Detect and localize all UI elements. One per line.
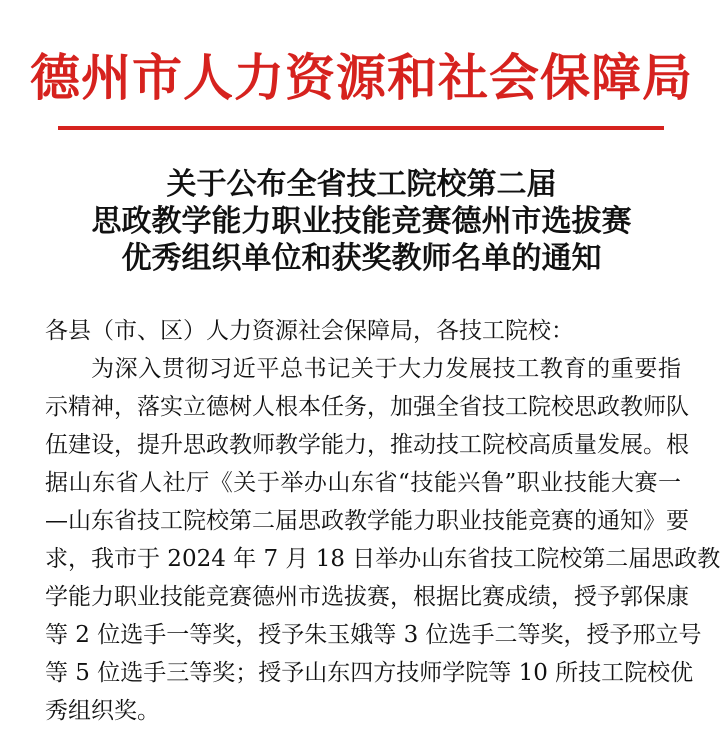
title-line-1: 关于公布全省技工院校第二届 bbox=[166, 167, 557, 202]
body-line: 学能力职业技能竞赛德州市选拔赛，根据比赛成绩，授予郭保康 bbox=[45, 584, 689, 610]
body-line: 等 5 位选手三等奖；授予山东四方技师学院等 10 所技工院校优 bbox=[45, 660, 694, 686]
body-line: —山东省技工院校第二届思政教学能力职业技能竞赛的通知》要 bbox=[45, 508, 689, 534]
body-line: 为深入贯彻习近平总书记关于大力发展技工教育的重要指 bbox=[91, 356, 681, 382]
body-paragraph bbox=[45, 350, 721, 730]
body-line: 示精神，落实立德树人根本任务，加强全省技工院校思政教师队 bbox=[45, 394, 689, 420]
body-line: 等 2 位选手一等奖，授予朱玉娥等 3 位选手二等奖，授予邢立号 bbox=[45, 622, 702, 648]
body-line: 求，我市于 2024 年 7 月 18 日举办山东省技工院校第二届思政教 bbox=[45, 546, 721, 572]
issuing-authority-header: 德州市人力资源和社会保障局 bbox=[30, 48, 693, 107]
salutation: 各县（市、区）人力资源社会保障局，各技工院校： bbox=[45, 318, 574, 344]
body-line: 据山东省人社厅《关于举办山东省“技能兴鲁”职业技能大赛一 bbox=[45, 470, 681, 496]
title-line-2: 思政教学能力职业技能竞赛德州市选拔赛 bbox=[91, 204, 632, 239]
document-title bbox=[0, 166, 723, 277]
body-line: 伍建设，提升思政教师教学能力，推动技工院校高质量发展。根 bbox=[45, 432, 689, 458]
red-header-rule bbox=[58, 126, 664, 130]
body-line: 秀组织奖。 bbox=[45, 698, 160, 724]
title-line-3: 优秀组织单位和获奖教师名单的通知 bbox=[121, 241, 602, 276]
